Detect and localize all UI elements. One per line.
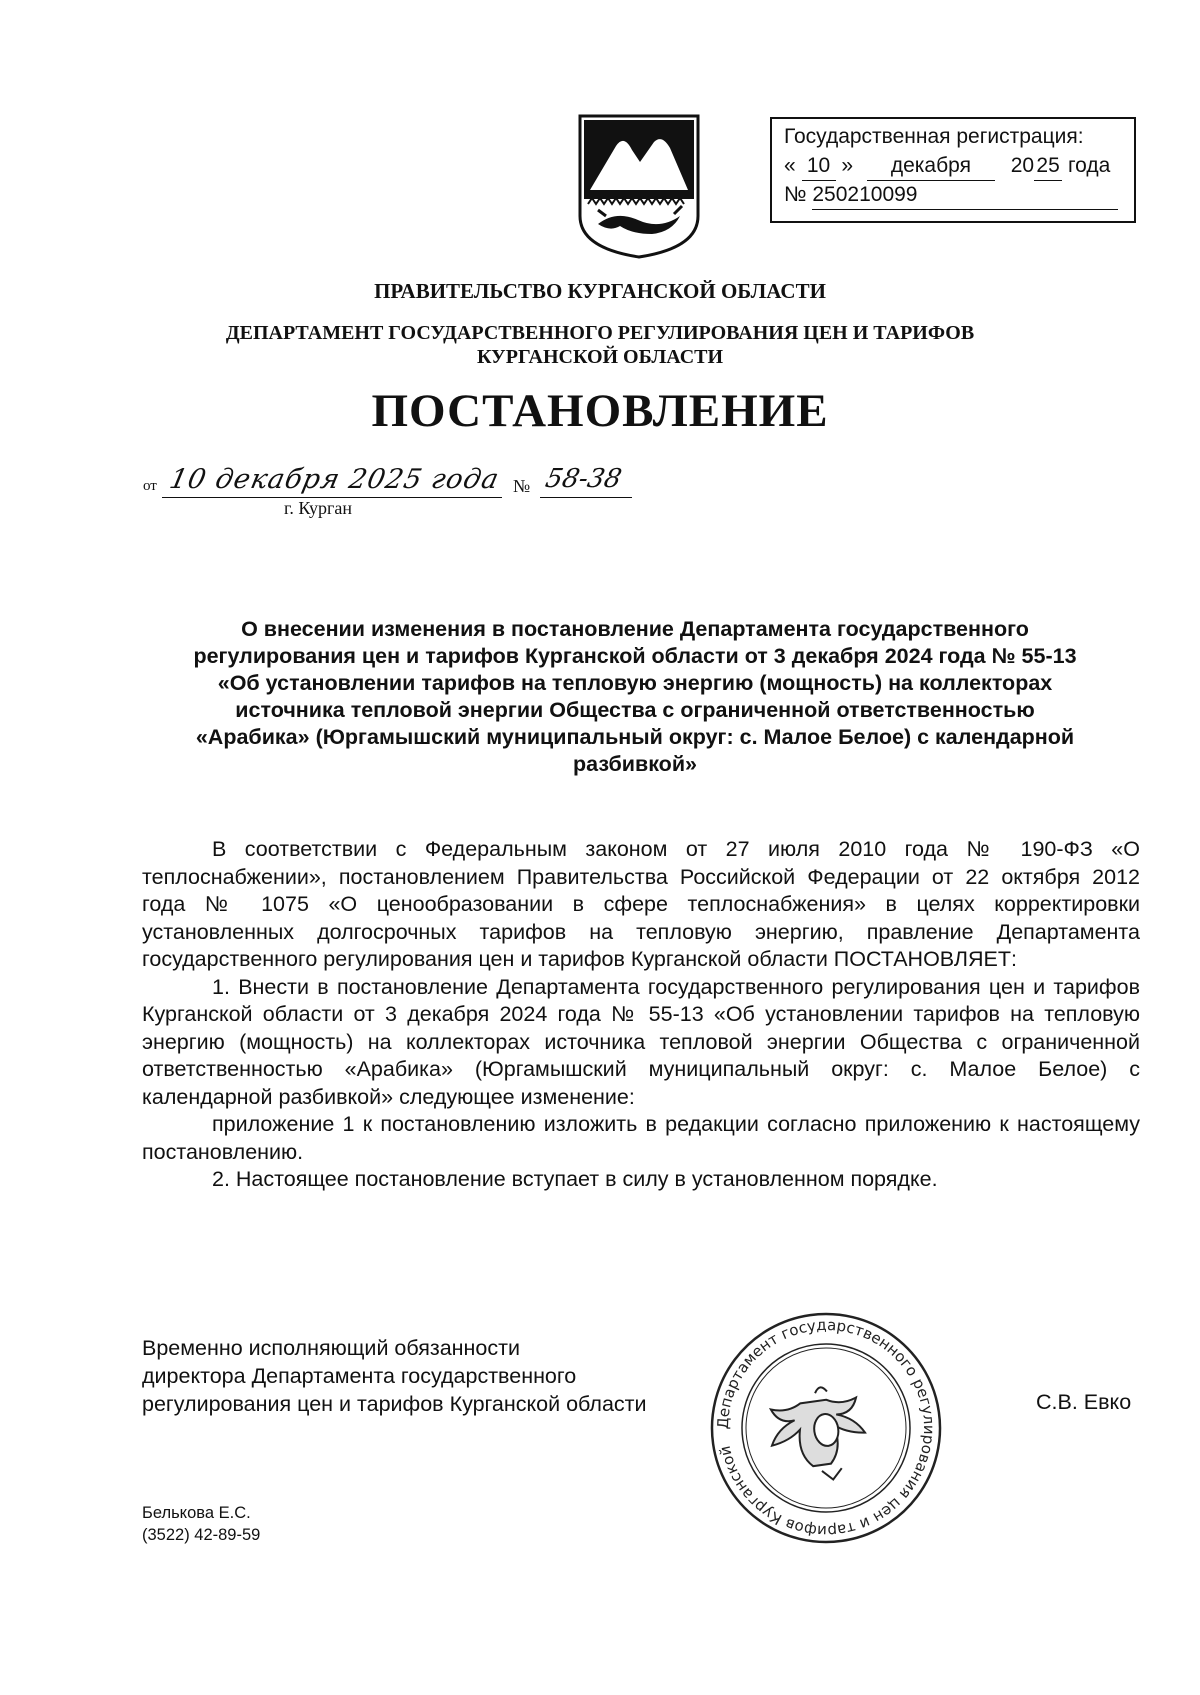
registration-stamp-box <box>770 117 1136 223</box>
document-type-title: ПОСТАНОВЛЕНИЕ <box>371 385 829 437</box>
document-subject <box>130 616 1140 778</box>
coat-of-arms-emblem <box>576 112 702 260</box>
registration-day: 10 <box>802 151 836 181</box>
government-heading: ПРАВИТЕЛЬСТВО КУРГАНСКОЙ ОБЛАСТИ <box>374 279 826 303</box>
handwritten-number: 58-38 <box>542 464 625 494</box>
signatory-position-line2: директора Департамента государственного <box>142 1364 577 1388</box>
registration-date <box>784 151 1134 180</box>
subject-line: разбивкой» <box>572 752 697 776</box>
subject-line: регулирования цен и тарифов Курганской области от 3 декабря 2024 года № 55-13 <box>193 644 1077 668</box>
registration-number-line <box>784 180 1134 209</box>
registration-title: Государственная регистрация: <box>784 125 1084 148</box>
registration-day-close: » <box>841 154 854 177</box>
stamp-ring-text: Департамент государственного регулирования цен и тарифов Курганской <box>713 1315 939 1541</box>
official-round-stamp <box>706 1308 946 1548</box>
department-heading-line1: ДЕПАРТАМЕНТ ГОСУДАРСТВЕННОГО РЕГУЛИРОВАНИЯ ЦЕН И ТАРИФОВ <box>225 322 975 344</box>
executor-name: Белькова Е.С. <box>142 1504 251 1522</box>
number-sign: № <box>513 476 531 496</box>
executor-phone: (3522) 42-89-59 <box>142 1526 261 1544</box>
document-body <box>142 836 1140 1194</box>
signatory-position-line1: Временно исполняющий обязанности <box>142 1336 520 1360</box>
date-prefix: от <box>143 478 157 494</box>
handwritten-date: 10 декабря 2025 года <box>166 464 503 495</box>
registration-number-label: № <box>784 183 807 206</box>
registration-day-open: « <box>784 154 796 177</box>
signatory-position-line3: регулирования цен и тарифов Курганской области <box>142 1392 647 1416</box>
item-1-paragraph: 1. Внести в постановление Департамента государственного регулирования цен и тарифов Курганской области от 3 декабря 2024 года № 55-13 «Об установлении тарифов на тепловую энергию (мощность) на коллекторах источника тепловой энергии Общества с ограниченной ответственностью «Арабика» (Юргамышский муниципальный округ: с. Малое Белое) с календарной разбивкой» следующее изменение: <box>142 974 1140 1109</box>
signatory-position <box>142 1334 647 1418</box>
city-label: г. Курган <box>284 498 353 518</box>
preamble-paragraph: В соответствии с Федеральным законом от 27 июля 2010 года № 190-ФЗ «О теплоснабжении», постановлением Правительства Российской Федерации от 22 октября 2012 года № 1075 «О ценообразовании в сфере теплоснабжения» в целях корректировки установленных долгосрочных тарифов на тепловую энергию, правление Департамента государственного регулирования цен и тарифов Курганской области ПОСТАНОВЛЯЕТ: <box>142 837 1140 971</box>
registration-year-suffix: 25 <box>1034 151 1062 181</box>
executor-info <box>142 1502 260 1546</box>
registration-year-prefix: 20 <box>1010 154 1035 177</box>
subject-line: О внесении изменения в постановление Департамента государственного <box>241 617 1029 641</box>
item-1-subparagraph: приложение 1 к постановлению изложить в редакции согласно приложению к настоящему постановлению. <box>142 1112 1140 1164</box>
item-2-paragraph: 2. Настоящее постановление вступает в силу в установленном порядке. <box>212 1167 938 1191</box>
registration-month: декабря <box>867 151 995 181</box>
registration-year-word: года <box>1067 154 1111 177</box>
signatory-name: С.В. Евко <box>1036 1390 1132 1414</box>
subject-line: «Арабика» (Юргамышский муниципальный округ: с. Малое Белое) с календарной <box>195 725 1075 749</box>
subject-line: «Об установлении тарифов на тепловую энергию (мощность) на коллекторах <box>217 671 1053 695</box>
registration-number: 250210099 <box>812 180 1118 210</box>
department-heading-line2: КУРГАНСКОЙ ОБЛАСТИ <box>476 346 724 368</box>
subject-line: источника тепловой энергии Общества с ограниченной ответственностью <box>235 698 1035 722</box>
